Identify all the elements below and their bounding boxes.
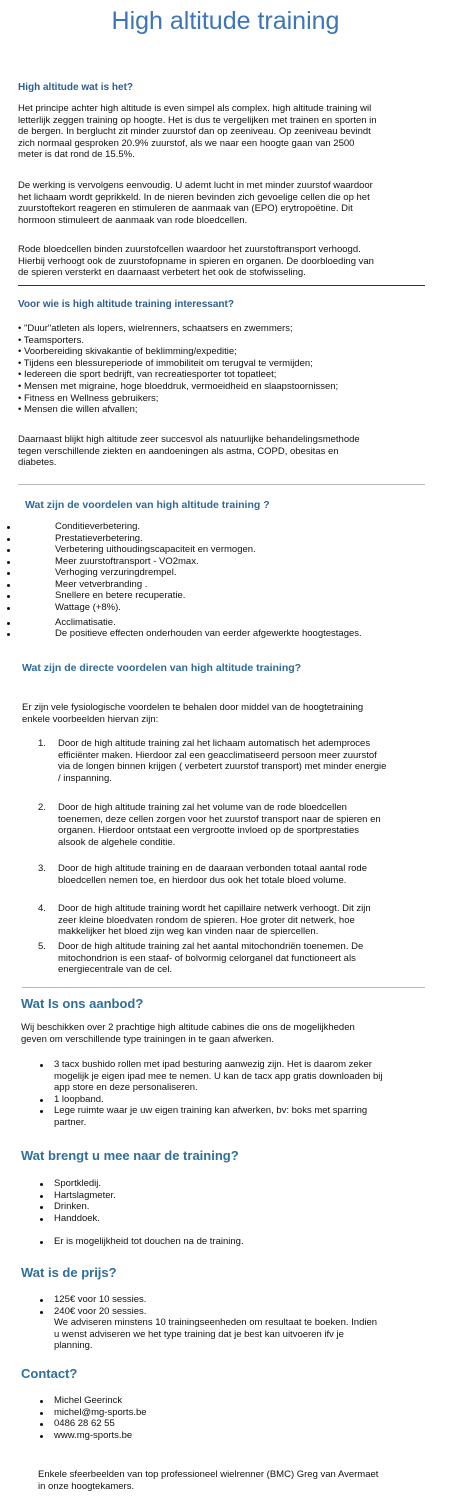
- target-list: [18, 323, 433, 416]
- list-item: • Fitness en Wellness gebruikers;: [18, 392, 159, 404]
- bullet-icon: [40, 1299, 43, 1302]
- text-line: hormoon stimuleert de aanmaak van rode bloedcellen.: [18, 214, 248, 226]
- numbered-item: 2. Door de high altitude training zal het volume van de rode bloedcellen toenemen, deze cellen zorgen voor het zuurstof transport naar de spieren en organen. Hierdoor ontstaat een vergrootte invloed op de sportprestaties alsook de algehele conditie.: [38, 802, 381, 848]
- text-line: de bergen. In berglucht zit minder zuurstof dan op zeeniveau. Op zeeniveau bevindt: [18, 126, 371, 138]
- numbered-item: 4. Door de high altitude training wordt het capillaire netwerk verhoogt. Dit zijn zeer kleine bloedvaten rondom de spieren. Hoe groter dit netwerk, hoe makkelijker het bloed zijn weg kan vinden naar de spiercellen.: [38, 903, 371, 938]
- text-line: tegen verschillende ziekten en aandoeningen als astma, COPD, obesitas en: [18, 445, 339, 457]
- paragraph-blood-cells: [18, 244, 433, 279]
- bullet-icon: [7, 622, 10, 625]
- section-heading-benefits: Wat zijn de voordelen van high altitude training ?: [25, 499, 270, 511]
- bullet-icon: [40, 1400, 43, 1403]
- section-divider: [18, 484, 425, 485]
- paragraph-treatment: [18, 434, 433, 469]
- text-line: Het principe achter high altitude is even simpel als complex. high altitude training wil: [18, 103, 372, 114]
- list-item: 125€ voor 10 sessies.: [38, 1294, 433, 1306]
- list-item: Hartslagmeter.: [38, 1190, 433, 1202]
- text-line: de spieren versterkt en daarnaast verbetert het ook de stofwisseling.: [18, 267, 306, 279]
- bullet-icon: [40, 1195, 43, 1198]
- bullet-icon: [40, 1064, 43, 1067]
- section-divider: [18, 285, 425, 286]
- text-line: diabetes.: [18, 457, 57, 469]
- bullet-icon: [40, 1435, 43, 1438]
- bullet-icon: [40, 1099, 43, 1102]
- list-item: Meer zuurstoftransport - VO2max.: [7, 556, 427, 568]
- list-item: Verhoging verzuringdrempel.: [7, 567, 427, 579]
- text-line: enkele voorbeelden hiervan zijn:: [22, 713, 159, 725]
- section-heading-contact: Contact?: [21, 1366, 78, 1381]
- paragraph-principle: [18, 103, 433, 161]
- bullet-icon: [40, 1218, 43, 1221]
- contact-phone: 0486 28 62 55: [38, 1418, 433, 1430]
- bullet-icon: [7, 633, 10, 636]
- list-item: 240€ voor 20 sessies.: [38, 1306, 433, 1318]
- text-line: De werking is vervolgens eenvoudig. U ademt lucht in met minder zuurstof waardoor: [18, 180, 373, 191]
- bring-list: [38, 1178, 433, 1248]
- list-item: Conditieverbetering.: [7, 521, 427, 533]
- text-line: zuurstoftekort reageren en stimuleren de aanmaak van (EPO) erytropoëtine. Dit: [18, 203, 353, 215]
- bullet-icon: [40, 1423, 43, 1426]
- bullet-icon: [40, 1311, 43, 1314]
- list-item: Meer vetverbranding .: [7, 579, 427, 591]
- bullet-icon: [7, 607, 10, 610]
- section-heading-for-whom: Voor wie is high altitude training interessant?: [18, 299, 234, 310]
- list-item: Verbetering uithoudingscapaciteit en vermogen.: [7, 544, 427, 556]
- text-line: Rode bloedcellen binden zuurstofcellen waardoor het zuurstoftransport verhoogd.: [18, 244, 361, 255]
- text-line: Enkele sfeerbeelden van top professioneel wielrenner (BMC) Greg van Avermaet: [38, 1469, 379, 1480]
- list-item: • Mensen met migraine, hoge bloeddruk, vermoeidheid en slaapstoornissen;: [18, 380, 339, 392]
- list-item: • Iedereen die sport bedrijft, van recreatiesporter tot topatleet;: [18, 369, 277, 381]
- contact-website-link[interactable]: www.mg-sports.be: [38, 1430, 433, 1442]
- bullet-icon: [7, 526, 10, 529]
- text-line: geven om verschillende type trainingen in te gaan afwerken.: [21, 1033, 274, 1045]
- section-heading-bring: Wat brengt u mee naar de training?: [21, 1148, 239, 1163]
- list-item: De positieve effecten onderhouden van eerder afgewerkte hoogtestages.: [7, 628, 427, 640]
- numbered-item: 3. Door de high altitude training en de daaraan verbonden totaal aantal rode bloedcellen nemen toe, en hierdoor dus ook het totale bloed volume.: [38, 863, 367, 886]
- list-item: Sportkledij.: [38, 1178, 433, 1190]
- list-item: Drinken.: [38, 1201, 433, 1213]
- list-item: • "Duur"atleten als lopers, wielrenners, schaatsers en zwemmers;: [18, 323, 293, 334]
- paragraph-intro-physiological: [22, 702, 437, 725]
- contact-email-link[interactable]: michel@mg-sports.be: [38, 1407, 433, 1419]
- bullet-icon: [7, 572, 10, 575]
- section-heading-offer: Wat Is ons aanbod?: [21, 996, 144, 1011]
- text-line: Daarnaast blijkt high altitude zeer succesvol als natuurlijke behandelingsmethode: [18, 434, 360, 445]
- bullet-icon: [40, 1241, 43, 1244]
- section-heading-price: Wat is de prijs?: [21, 1265, 117, 1280]
- text-line: Er zijn vele fysiologische voordelen te behalen door middel van de hoogtetraining: [22, 702, 364, 713]
- list-item: Handdoek.: [38, 1213, 433, 1225]
- list-item: 3 tacx bushido rollen met ipad besturing aanwezig zijn. Het is daarom zeker mogelijk je eigen ipad mee te nemen. U kan de tacx app gratis downloaden bij app store en deze personaliseren.: [38, 1059, 433, 1094]
- list-item: Acclimatisatie.: [7, 617, 427, 629]
- section-heading-direct-benefits: Wat zijn de directe voordelen van high altitude training?: [22, 662, 302, 674]
- list-item: 1 loopband.: [38, 1094, 433, 1106]
- bullet-icon: [7, 561, 10, 564]
- bullet-icon: [7, 549, 10, 552]
- list-item: • Tijdens een blessureperiode of immobiliteit om terugval te vermijden;: [18, 357, 313, 369]
- text-line: meter is dat rond de 15.5%.: [18, 149, 135, 161]
- bullet-icon: [7, 538, 10, 541]
- text-line: Wij beschikken over 2 prachtige high altitude cabines die ons de mogelijkheden: [21, 1022, 355, 1033]
- offer-list: [38, 1059, 433, 1129]
- price-list: [38, 1294, 433, 1352]
- bullet-icon: [40, 1206, 43, 1209]
- list-item: • Mensen die willen afvallen;: [18, 404, 138, 416]
- bullet-icon: [7, 584, 10, 587]
- list-item: Wattage (+8%).: [7, 602, 427, 615]
- text-line: in onze hoogtekamers.: [38, 1480, 135, 1492]
- section-heading-what: High altitude wat is het?: [18, 82, 134, 93]
- price-note: We adviseren minstens 10 trainingseenheden om resultaat te boeken. Indien u wenst adviseren we het type training dat je best kan uitvoeren ifv je planning.: [54, 1317, 378, 1352]
- bullet-icon: [40, 1110, 43, 1113]
- footer-text: [38, 1469, 438, 1492]
- list-item: • Teamsporters.: [18, 334, 84, 346]
- contact-name: Michel Geerinck: [38, 1395, 433, 1407]
- contact-list: [38, 1395, 433, 1441]
- list-item: Lege ruimte waar je uw eigen training kan afwerken, bv: boks met sparring partner.: [38, 1105, 433, 1128]
- text-line: letterlijk zeggen training op hoogte. Het is dus te vergelijken met trainen en sporten in: [18, 114, 377, 126]
- list-item: Snellere en betere recuperatie.: [7, 590, 427, 602]
- page-title: High altitude training: [111, 7, 340, 35]
- bullet-icon: [7, 595, 10, 598]
- text-line: het lichaam wordt geprikkeld. In de nieren bevinden zich gevoelige cellen die op het: [18, 191, 370, 203]
- numbered-item: 1. Door de high altitude training zal het lichaam automatisch het ademproces efficiënter maken. Hierdoor zal een geacclimatiseerd persoon meer zuurstof via de longen binnen krijgen ( verbetert zuurstof transport) met minder energie / inspanning.: [38, 738, 387, 784]
- bullet-icon: [40, 1183, 43, 1186]
- list-item: • Voorbereiding skivakantie of beklimming/expeditie;: [18, 346, 237, 358]
- list-item: Prestatieverbetering.: [7, 533, 427, 545]
- list-item: Er is mogelijkheid tot douchen na de training.: [38, 1236, 433, 1248]
- section-divider: [22, 987, 425, 988]
- paragraph-offer-intro: [21, 1022, 436, 1045]
- benefits-list: [7, 521, 427, 640]
- numbered-list: [38, 738, 433, 977]
- text-line: Hierbij verhoogt ook de zuurstofopname in spieren en organen. De doorbloeding van: [18, 255, 374, 267]
- bullet-icon: [40, 1412, 43, 1415]
- paragraph-working: [18, 180, 433, 226]
- numbered-item: 5. Door de high altitude training zal het aantal mitochondriën toenemen. De mitochondrion is een staaf- of bolvormig celorganel dat functioneert als energiecentrale van de cel.: [38, 941, 364, 976]
- text-line: zich normaal gesproken 20.9% zuurstof, als we naar een hoogte gaan van 2500: [18, 137, 355, 149]
